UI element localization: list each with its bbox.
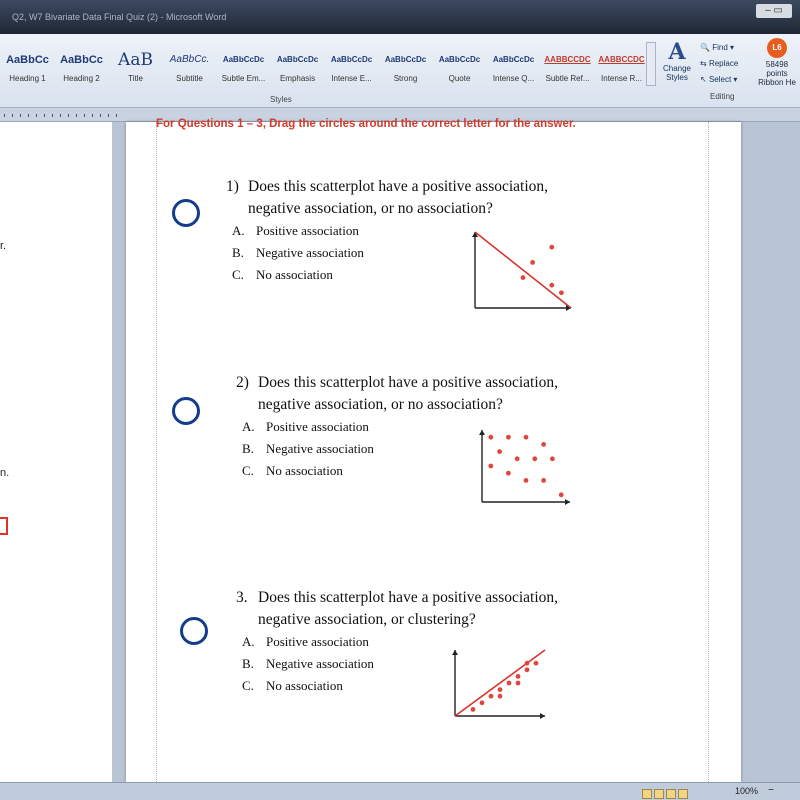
trend-line	[475, 232, 571, 308]
drag-circle-q2[interactable]	[172, 397, 200, 425]
change-styles-button[interactable]	[658, 40, 696, 100]
data-point	[480, 700, 485, 705]
option-letter: B.	[232, 245, 244, 260]
change-styles-icon: A	[668, 39, 686, 65]
print-layout-icon[interactable]	[642, 789, 652, 799]
data-point	[541, 478, 546, 483]
select-label: Select	[708, 75, 732, 84]
style-sample: AABBCCDC	[544, 55, 591, 64]
style-label: Intense R...	[601, 74, 642, 83]
style-label: Quote	[448, 74, 471, 83]
zoom-level[interactable]: 100%	[734, 786, 758, 796]
style-label: Subtle Ref...	[545, 74, 590, 83]
style-gallery-item[interactable]	[378, 46, 433, 94]
find-label: Find	[712, 43, 728, 52]
ruler-tick	[4, 114, 5, 117]
style-gallery-item[interactable]	[540, 46, 595, 94]
style-sample: AaBbCcDc	[438, 55, 481, 64]
question-number: 2)	[236, 374, 249, 391]
drag-circle-q1[interactable]	[172, 199, 200, 227]
option-letter: A.	[242, 634, 255, 649]
view-mode-buttons[interactable]	[642, 786, 702, 797]
option-letter: C.	[242, 463, 254, 478]
style-sample: AaBbCc	[60, 54, 103, 66]
data-point	[559, 290, 564, 295]
data-point	[524, 478, 529, 483]
option-text: Negative association	[256, 245, 364, 260]
ribbon	[0, 34, 800, 108]
editing-group	[700, 40, 752, 106]
data-point	[525, 667, 530, 672]
option-letter: A.	[232, 223, 245, 238]
margin-guide	[156, 122, 157, 782]
style-label: Intense E...	[331, 74, 372, 83]
ruler-tick	[20, 114, 21, 117]
styles-gallery	[0, 46, 658, 108]
style-gallery-item[interactable]	[54, 46, 109, 94]
ruler-tick	[92, 114, 93, 117]
data-point	[506, 471, 511, 476]
style-sample: AaB	[118, 50, 153, 70]
data-point	[532, 456, 537, 461]
style-label: Emphasis	[279, 74, 316, 83]
replace-label: Replace	[708, 59, 739, 68]
data-point	[515, 456, 520, 461]
zoom-out-button[interactable]: −	[768, 785, 774, 796]
points-widget[interactable]	[754, 38, 800, 108]
option-text: No association	[256, 267, 333, 282]
option-text: Positive association	[266, 634, 369, 649]
data-point	[488, 435, 493, 440]
points-value: 58498	[765, 60, 789, 69]
style-label: Subtle Em...	[221, 74, 266, 83]
scatterplot-q1	[469, 226, 577, 314]
style-gallery-item[interactable]	[162, 46, 217, 94]
ruler-tick	[36, 114, 37, 117]
style-label: Heading 1	[9, 74, 46, 83]
y-axis-arrow	[479, 430, 485, 435]
option-text: Positive association	[256, 223, 359, 238]
full-screen-icon[interactable]	[654, 789, 664, 799]
style-sample: AaBbCcDc	[222, 55, 265, 64]
style-gallery-item[interactable]	[432, 46, 487, 94]
option-text: No association	[266, 463, 343, 478]
option-text: No association	[266, 678, 343, 693]
document-page	[126, 118, 741, 782]
x-axis-arrow	[540, 713, 545, 719]
style-label: Intense Q...	[492, 74, 535, 83]
style-gallery-item[interactable]	[270, 46, 325, 94]
change-styles-label: Change Styles	[662, 64, 692, 82]
points-group-label: Ribbon He	[758, 78, 796, 87]
left-page-fragment: r.	[0, 240, 7, 252]
drag-circle-q3[interactable]	[180, 617, 208, 645]
find-button[interactable]: 🔍 Find ▾	[700, 43, 735, 52]
data-point	[516, 674, 521, 679]
data-point	[541, 442, 546, 447]
style-sample: AABBCCDC	[598, 55, 645, 64]
option-letter: B.	[242, 656, 254, 671]
data-point	[549, 283, 554, 288]
style-sample: AaBbCcDc	[492, 55, 535, 64]
option-text: Positive association	[266, 419, 369, 434]
style-gallery-item[interactable]	[108, 46, 163, 94]
previous-page	[0, 122, 112, 782]
ruler-tick	[60, 114, 61, 117]
minimize-button[interactable]: – ▭	[756, 4, 792, 18]
style-sample: AaBbCc.	[169, 54, 210, 65]
ruler-tick	[52, 114, 53, 117]
data-point	[525, 661, 530, 666]
data-point	[521, 275, 526, 280]
ruler-tick	[84, 114, 85, 117]
ruler-tick	[28, 114, 29, 117]
question-text-line2: negative association, or no association?	[258, 396, 503, 413]
web-layout-icon[interactable]	[666, 789, 676, 799]
option-letter: A.	[242, 419, 255, 434]
option-letter: C.	[242, 678, 254, 693]
data-point	[530, 260, 535, 265]
left-page-red-box	[0, 517, 8, 535]
style-label: Title	[128, 74, 143, 83]
style-gallery-item[interactable]	[486, 46, 541, 94]
style-label: Strong	[393, 74, 418, 83]
style-sample: AaBbCcDc	[384, 55, 427, 64]
instruction-text: For Questions 1 – 3, Drag the circles around the correct letter for the answer.	[156, 118, 576, 130]
style-gallery-item[interactable]	[0, 46, 55, 94]
data-point	[498, 687, 503, 692]
data-point	[507, 681, 512, 686]
question-number: 3.	[236, 589, 248, 606]
data-point	[516, 681, 521, 686]
style-sample: AaBbCcDc	[330, 55, 373, 64]
style-sample: AaBbCcDc	[276, 55, 319, 64]
x-axis-arrow	[565, 499, 570, 505]
editing-group-label: Editing	[710, 92, 735, 101]
option-text: Negative association	[266, 441, 374, 456]
option-text: Negative association	[266, 656, 374, 671]
ruler-tick	[44, 114, 45, 117]
question-number: 1)	[226, 178, 239, 195]
y-axis-arrow	[452, 650, 458, 655]
style-gallery-item[interactable]	[324, 46, 379, 94]
document-workspace	[0, 118, 800, 782]
data-point	[488, 464, 493, 469]
style-sample: AaBbCc	[6, 54, 49, 66]
question-text-line2: negative association, or no association?	[248, 200, 493, 217]
binoculars-icon: 🔍	[700, 43, 710, 52]
ruler-tick	[68, 114, 69, 117]
status-bar	[0, 782, 800, 800]
ruler-tick	[12, 114, 13, 117]
style-label: Heading 2	[63, 74, 100, 83]
level-badge: L6	[767, 38, 787, 58]
style-gallery-item[interactable]	[594, 46, 649, 94]
select-button[interactable]: ↖ Select ▾	[700, 75, 738, 84]
replace-button[interactable]	[700, 56, 752, 72]
title-bar	[0, 0, 800, 34]
gallery-scroll-button[interactable]	[646, 42, 656, 86]
ruler-tick	[116, 114, 117, 117]
data-point	[534, 661, 539, 666]
data-point	[559, 492, 564, 497]
data-point	[524, 435, 529, 440]
ruler-tick	[76, 114, 77, 117]
question-text-line2: negative association, or clustering?	[258, 611, 476, 628]
left-page-fragment: n.	[0, 467, 10, 479]
data-point	[498, 694, 503, 699]
ruler-tick	[108, 114, 109, 117]
window-title: Q2, W7 Bivariate Data Final Quiz (2) - Microsoft Word	[12, 12, 227, 22]
ruler-tick	[100, 114, 101, 117]
question-text-line1: Does this scatterplot have a positive association,	[258, 589, 559, 606]
question-text-line1: Does this scatterplot have a positive association,	[248, 178, 549, 195]
data-point	[471, 707, 476, 712]
data-point	[550, 456, 555, 461]
points-unit: points	[766, 69, 788, 78]
margin-guide	[708, 122, 709, 782]
scatterplot-q2	[476, 424, 576, 508]
trend-line	[455, 650, 545, 716]
style-gallery-item[interactable]	[216, 46, 271, 94]
styles-group-label: Styles	[270, 95, 292, 104]
data-point	[506, 435, 511, 440]
scatterplot-q3	[449, 644, 551, 722]
option-letter: B.	[242, 441, 254, 456]
data-point	[497, 449, 502, 454]
replace-icon: ⇆	[700, 59, 707, 68]
data-point	[489, 694, 494, 699]
style-label: Subtitle	[176, 74, 203, 83]
cursor-icon: ↖	[700, 75, 707, 84]
data-point	[549, 245, 554, 250]
outline-icon[interactable]	[678, 789, 688, 799]
option-letter: C.	[232, 267, 244, 282]
question-text-line1: Does this scatterplot have a positive association,	[258, 374, 559, 391]
